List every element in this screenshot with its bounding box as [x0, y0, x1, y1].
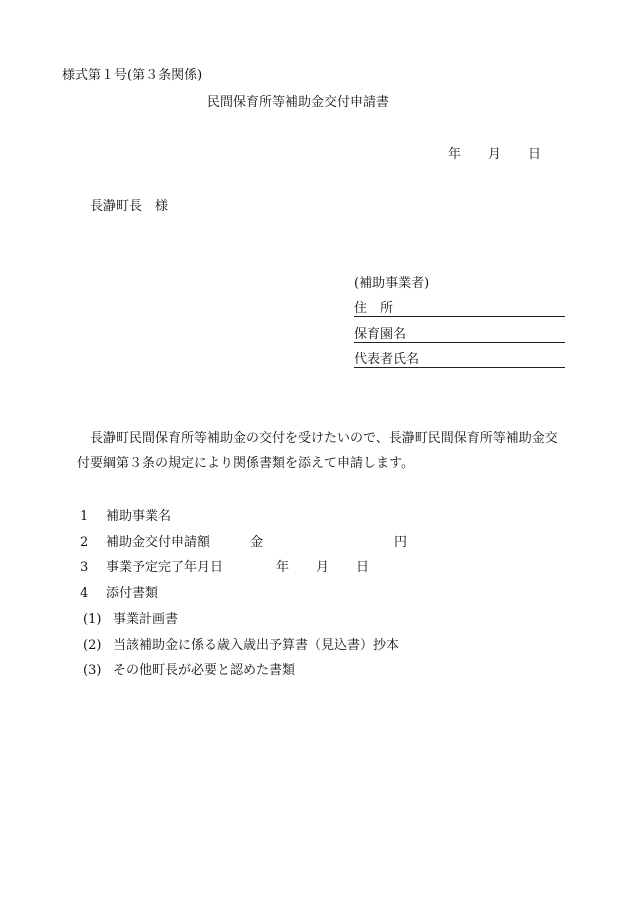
applicant-heading: (補助事業者)	[354, 276, 430, 291]
item-number: 2	[80, 535, 89, 550]
attachment-item	[83, 637, 399, 655]
address-label: 住 所	[354, 301, 394, 316]
attachment-item	[83, 662, 295, 680]
item-label: 事業予定完了年月日	[106, 560, 224, 575]
date-year: 年	[448, 147, 462, 162]
item-number: 1	[80, 509, 89, 524]
item-number: 4	[80, 586, 89, 601]
statement-line-1: 長瀞町民間保育所等補助金の交付を受けたいので、長瀞町民間保育所等補助金交	[90, 431, 558, 446]
item-completion-date	[80, 559, 223, 577]
facility-name-field[interactable]	[354, 342, 565, 343]
amount-suffix: 円	[394, 535, 408, 550]
item-grant-amount	[80, 534, 210, 552]
completion-month: 月	[316, 560, 330, 575]
form-number: 様式第１号(第３条関係)	[62, 68, 203, 83]
attachment-label: 事業計画書	[113, 612, 179, 627]
item-label: 補助事業名	[106, 509, 172, 524]
completion-year: 年	[276, 560, 290, 575]
attachment-label: 当該補助金に係る歳入歳出予算書（見込書）抄本	[113, 638, 400, 653]
item-label: 補助金交付申請額	[106, 535, 211, 550]
date-month: 月	[488, 147, 502, 162]
attachment-number: (2)	[83, 638, 102, 653]
item-attachments	[80, 585, 158, 603]
item-label: 添付書類	[106, 586, 159, 601]
statement-line-2: 付要綱第３条の規定により関係書類を添えて申請します。	[77, 456, 414, 471]
attachment-label: その他町長が必要と認めた書類	[113, 663, 296, 678]
date-day: 日	[528, 147, 542, 162]
facility-name-label: 保育園名	[354, 327, 407, 342]
addressee: 長瀞町長 様	[90, 199, 169, 214]
representative-name-field[interactable]	[354, 367, 565, 368]
attachment-number: (1)	[83, 612, 102, 627]
item-project-name	[80, 508, 171, 526]
representative-label: 代表者氏名	[354, 352, 420, 367]
completion-day: 日	[356, 560, 370, 575]
attachment-number: (3)	[83, 663, 102, 678]
amount-prefix: 金	[250, 535, 264, 550]
attachment-item	[83, 611, 178, 629]
page-title: 民間保育所等補助金交付申請書	[207, 95, 390, 110]
item-number: 3	[80, 560, 89, 575]
address-field[interactable]	[354, 316, 565, 317]
